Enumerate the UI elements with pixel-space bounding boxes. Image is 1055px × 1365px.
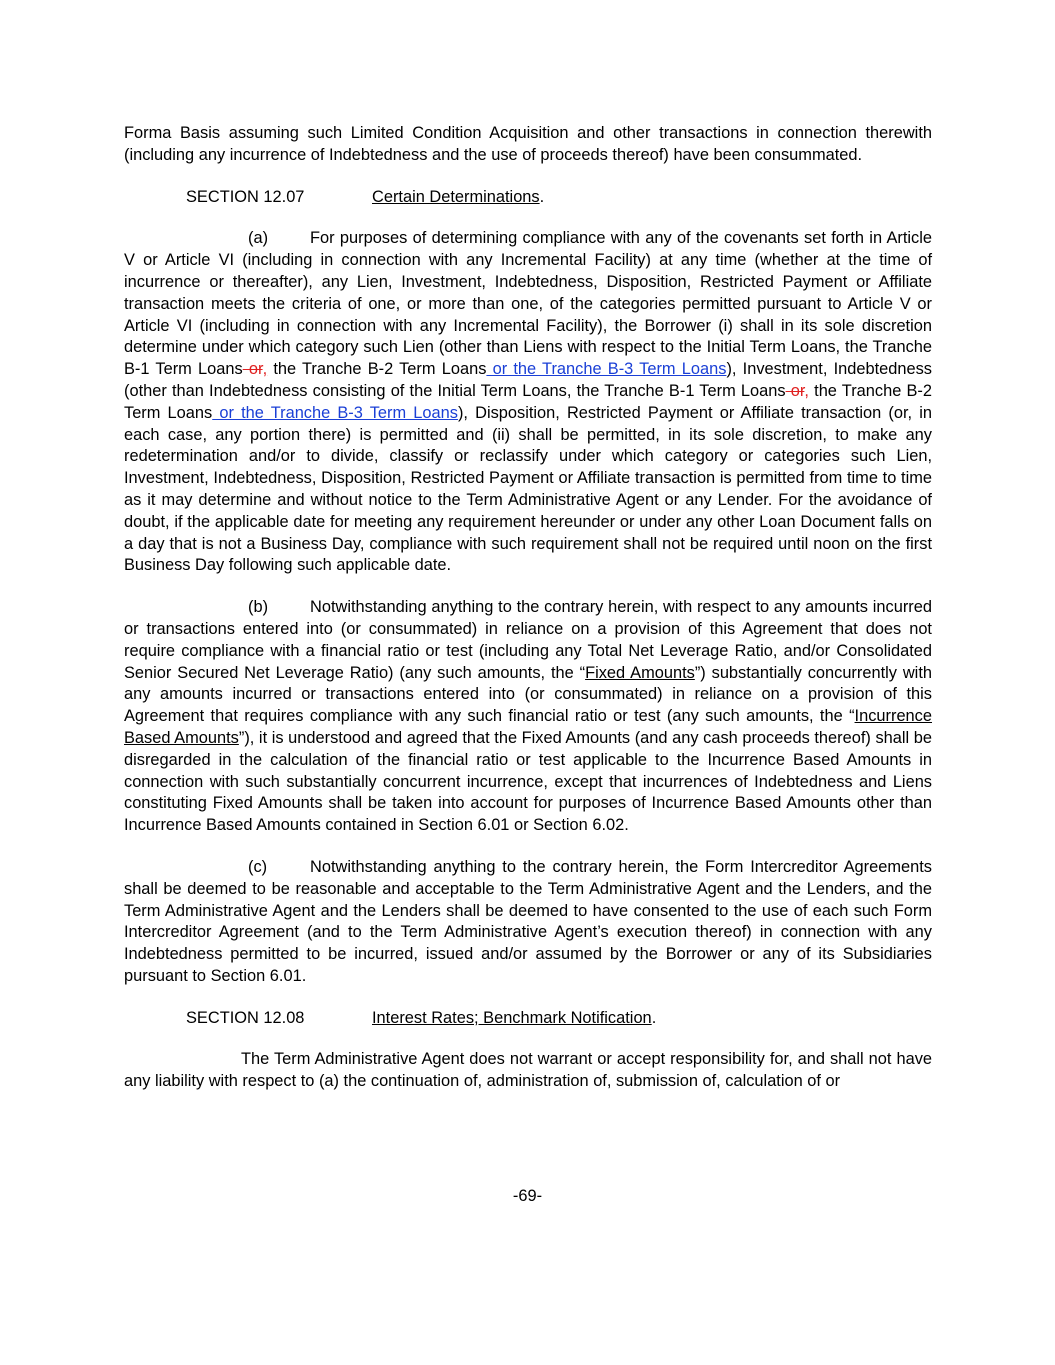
defined-term: Incurrence Based Amounts xyxy=(124,707,932,747)
intro-paragraph: Forma Basis assuming such Limited Condition Acquisition and other transactions in connection therewith (including any incurrence of Indebtedness and the use of proceeds thereof) have been consummated. xyxy=(124,124,932,164)
section-title: Certain Determinations xyxy=(372,187,540,206)
paragraph-label: (a) xyxy=(248,229,269,248)
paragraph-interest-rates: The Term Administrative Agent does not warrant or accept responsibility for, and shall not have any liability with respect to (a) the continuation of, administration of, submission of, calculation of or xyxy=(124,1050,932,1091)
paragraph-a xyxy=(124,228,932,577)
paragraph-b xyxy=(124,597,932,837)
section-title-period: . xyxy=(651,1008,657,1027)
deleted-text: or xyxy=(785,381,805,400)
inserted-text: or the Tranche B-3 Term Loans xyxy=(212,403,458,422)
paragraph-text: ”), it is understood and agreed that the Fixed Amounts (and any cash proceeds thereof) shall be disregarded in the calculation of the financial ratio or test applicable to the Incurrence Based Amounts in connection with such substantially concurrent incurrence, except that incurrences of Indebtedness and Liens constituting Fixed Amounts shall be taken into account for purposes of Incurrence Based Amounts other than Incurrence Based Amounts contained in Section 6.01 or Section 6.02. xyxy=(124,728,932,835)
inserted-text: , xyxy=(804,381,809,400)
paragraph-text: ), Disposition, Restricted Payment or Affiliate transaction (or, in each case, any portion there) is permitted and (ii) shall be permitted, in its sole discretion, to make any redetermination and/or to divide, classify or reclassify under which category or categories such Lien, Investment, Indebtedness, Disposition, Restricted Payment or Affiliate transaction is permitted from time to time as it may determine and without notice to the Term Administrative Agent or any Lender. For the avoidance of doubt, if the applicable date for meeting any requirement hereunder or under any other Loan Document falls on a day that is not a Business Day, compliance with such requirement shall not be required until noon on the first Business Day following such applicable date. xyxy=(124,403,933,575)
paragraph-text: ”) substantially concurrently with any amounts incurred or transactions entered into (or consummated) in reliance on a provision of this Agreement that requires compliance with any such financial ratio or test (any such amounts, the “ xyxy=(124,663,932,726)
paragraph-label: (b) xyxy=(248,598,269,617)
section-heading-12-07 xyxy=(124,187,932,209)
paragraph-label: (c) xyxy=(248,857,268,876)
paragraph-text: the Tranche B-2 Term Loans xyxy=(124,381,932,422)
page-number: -69- xyxy=(512,1187,543,1205)
paragraph-text: ), Investment, Indebtedness (other than Indebtedness consisting of the Initial Term Loans, the Tranche B-1 Term Loans xyxy=(124,360,932,400)
deleted-text: or xyxy=(242,360,263,379)
inserted-text: or the Tranche B-3 Term Loans xyxy=(486,360,727,379)
paragraph-c xyxy=(124,857,932,988)
paragraph-text: the Tranche B-2 Term Loans xyxy=(267,360,487,379)
document-page xyxy=(124,123,932,1093)
paragraph-text: Notwithstanding anything to the contrary herein, the Form Intercreditor Agreements shall be deemed to be reasonable and acceptable to the Term Administrative Agent and the Lenders, and the Term Administrative Agent and the Lenders shall be deemed to have consented to the use of each such Form Intercreditor Agreement (and to the Term Administrative Agent’s execution thereof) in connection with any Indebtedness permitted to be incurred, issued and/or assumed by the Borrower or any of its Subsidiaries pursuant to Section 6.01. xyxy=(124,857,932,985)
section-number: SECTION 12.07 xyxy=(186,187,305,206)
section-title-period: . xyxy=(539,187,545,206)
section-heading-12-08 xyxy=(124,1008,932,1030)
inserted-text: , xyxy=(262,360,268,379)
paragraph-text: For purposes of determining compliance with any of the covenants set forth in Article V or Article VI (including in connection with any Incremental Facility) at any time (whether at the time of incurrence or thereafter), any Lien, Investment, Indebtedness, Disposition, Restricted Payment or Affiliate transaction meets the criteria of one, or more than one, of the categories permitted pursuant to Article V or Article VI (including in connection with any Incremental Facility), the Borrower (i) shall in its sole discretion determine under which category such Lien (other than Liens with respect to the Initial Term Loans, the Tranche B-1 Term Loans xyxy=(124,229,932,379)
defined-term: Fixed Amounts xyxy=(585,663,695,682)
paragraph-text: Notwithstanding anything to the contrary herein, with respect to any amounts incurred or transactions entered into (or consummated) in reliance on a provision of this Agreement that does not require compliance with a financial ratio or test (including any Total Net Leverage Ratio, and/or Consolidated Senior Secured Net Leverage Ratio) (any such amounts, the “ xyxy=(124,598,932,682)
section-title: Interest Rates; Benchmark Notification xyxy=(372,1008,652,1027)
section-number: SECTION 12.08 xyxy=(186,1008,305,1027)
